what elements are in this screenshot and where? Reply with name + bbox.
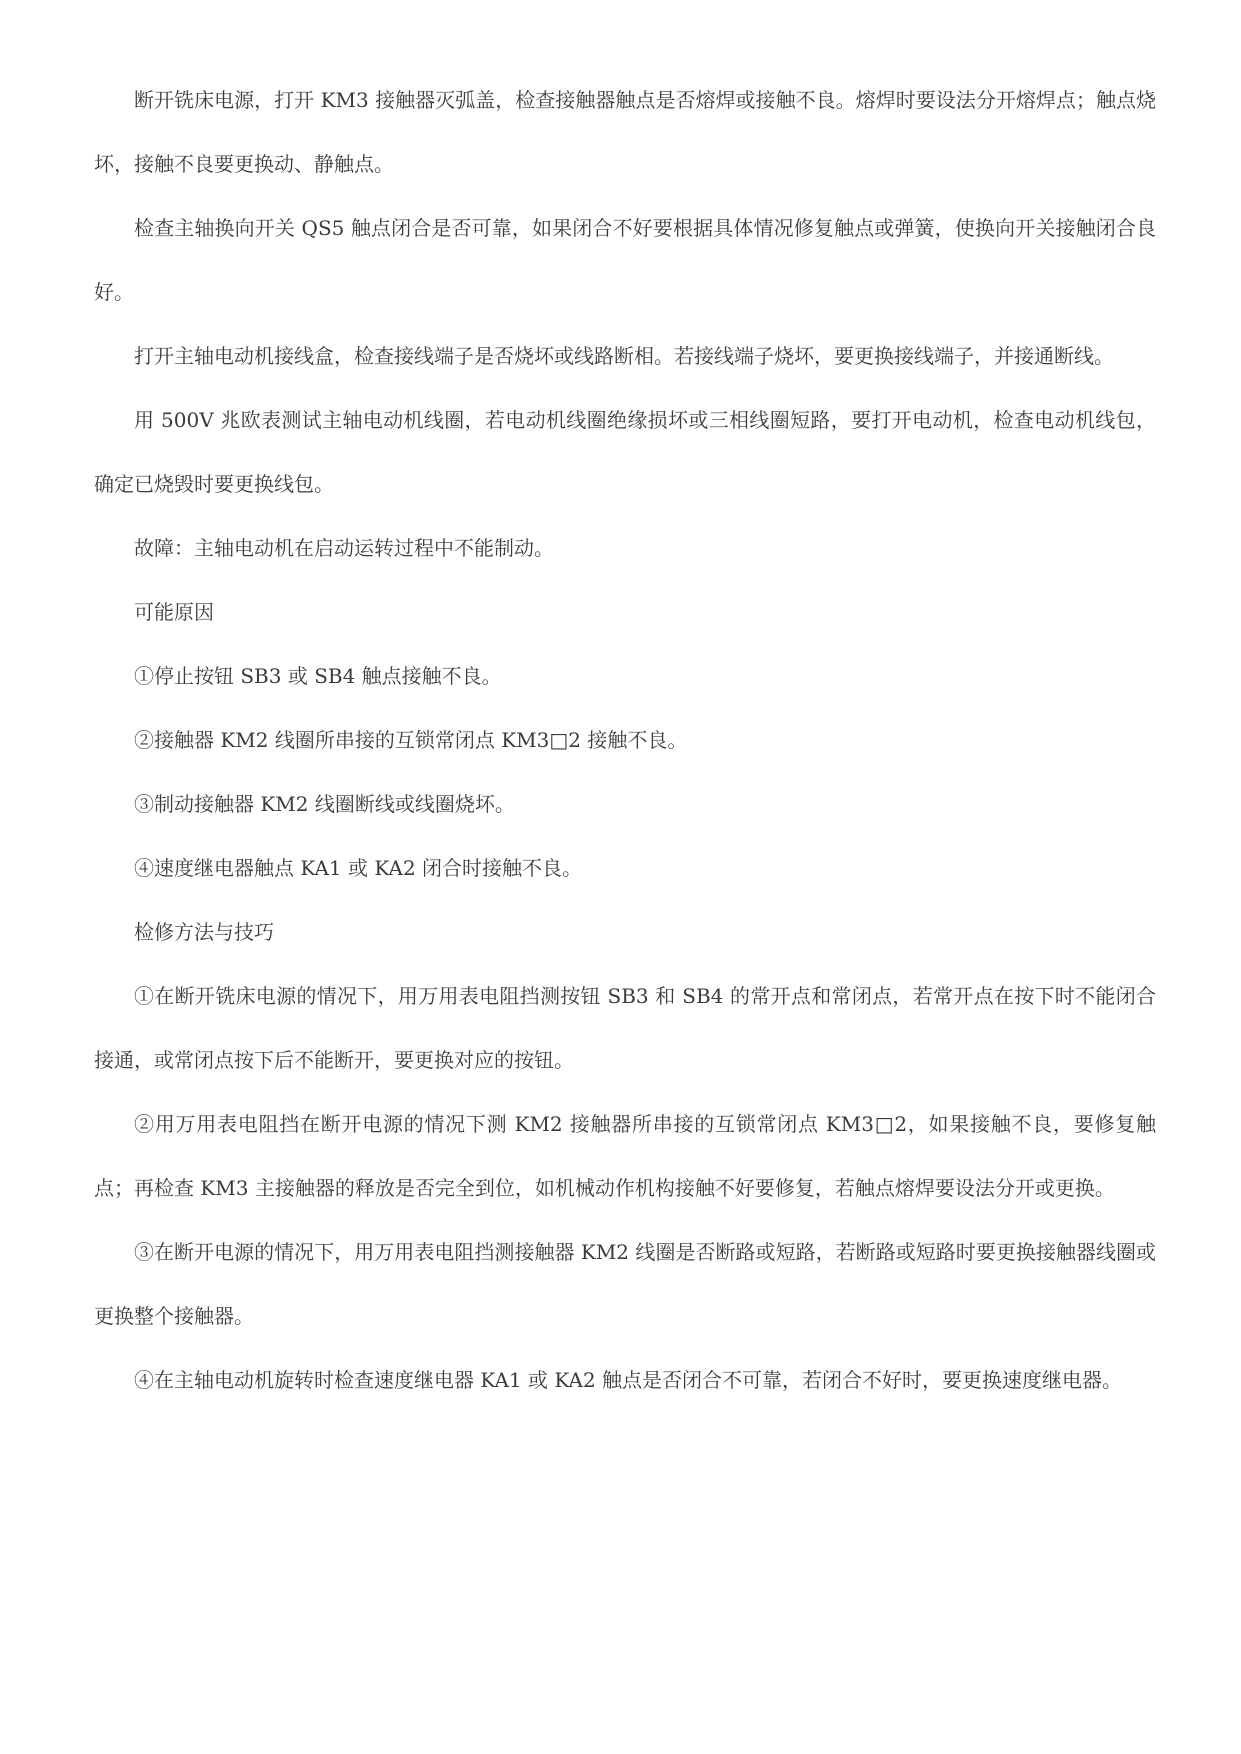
repair-methods-heading: 检修方法与技巧 — [134, 920, 274, 944]
paragraph-arc-cover-check: 断开铣床电源，打开 KM3 接触器灭弧盖，检查接触器触点是否熔焊或接触不良。熔焊时要设法分开熔焊点；触点烧坏，接触不良要更换动、静触点。 — [94, 88, 1156, 176]
repair-item-1: ①在断开铣床电源的情况下，用万用表电阻挡测按钮 SB3 和 SB4 的常开点和常闭点，若常开点在按下时不能闭合接通，或常闭点按下后不能断开，要更换对应的按钮。 — [94, 984, 1156, 1072]
cause-item-4: ④速度继电器触点 KA1 或 KA2 闭合时接触不良。 — [134, 856, 583, 880]
repair-item-2: ②用万用表电阻挡在断开电源的情况下测 KM2 接触器所串接的互锁常闭点 KM3□2，如果接触不良，要修复触点；再检查 KM3 主接触器的释放是否完全到位，如机械动作机构接触不好要修复，若触点熔焊要设法分开或更换。 — [94, 1112, 1156, 1200]
possible-causes-heading: 可能原因 — [134, 600, 214, 624]
cause-item-1: ①停止按钮 SB3 或 SB4 触点接触不良。 — [134, 664, 502, 688]
fault-heading: 故障：主轴电动机在启动运转过程中不能制动。 — [134, 536, 554, 560]
paragraph-megger-test: 用 500V 兆欧表测试主轴电动机线圈，若电动机线圈绝缘损坏或三相线圈短路，要打开电动机，检查电动机线包，确定已烧毁时要更换线包。 — [94, 408, 1156, 496]
cause-item-2: ②接触器 KM2 线圈所串接的互锁常闭点 KM3□2 接触不良。 — [134, 728, 688, 752]
repair-item-4: ④在主轴电动机旋转时检查速度继电器 KA1 或 KA2 触点是否闭合不可靠，若闭合不好时，要更换速度继电器。 — [134, 1368, 1123, 1392]
paragraph-terminal-box-check: 打开主轴电动机接线盒，检查接线端子是否烧坏或线路断相。若接线端子烧坏，要更换接线端子，并接通断线。 — [134, 344, 1114, 368]
paragraph-reversing-switch-check: 检查主轴换向开关 QS5 触点闭合是否可靠，如果闭合不好要根据具体情况修复触点或弹簧，使换向开关接触闭合良好。 — [94, 216, 1156, 304]
repair-item-3: ③在断开电源的情况下，用万用表电阻挡测接触器 KM2 线圈是否断路或短路，若断路或短路时要更换接触器线圈或更换整个接触器。 — [94, 1240, 1156, 1328]
document-body — [94, 68, 1156, 1412]
cause-item-3: ③制动接触器 KM2 线圈断线或线圈烧坏。 — [134, 792, 515, 816]
